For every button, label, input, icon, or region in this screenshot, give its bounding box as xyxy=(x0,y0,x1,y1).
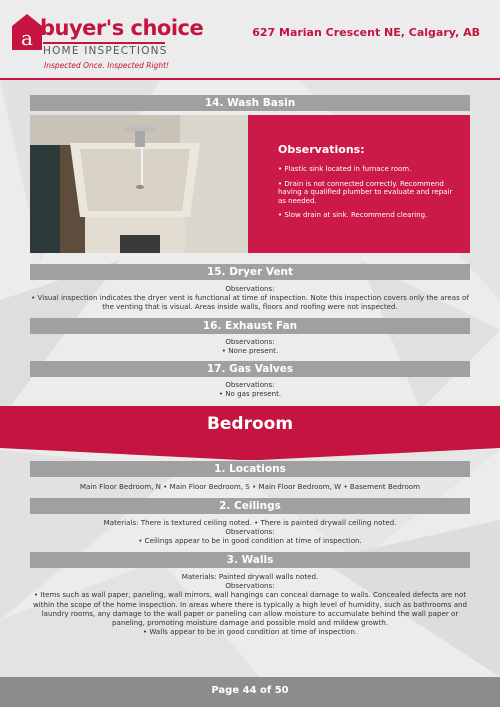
locations-content: Main Floor Bedroom, N • Main Floor Bedroom, S • Main Floor Bedroom, W • Basement Bedroom xyxy=(79,482,421,491)
walls-observation: • Items such as wall paper, paneling, wall mirrors, wall hangings can conceal damage to walls. Concealed defects are not within the scope of the home inspection. In areas where there is typically a high level of humidity, such as bathrooms and laundry rooms, any damage to the wall paper or paneling can allow moisture to accumulate behind the wall paper or paneling, promoting moisture damage and possible mold and mildew growth. xyxy=(32,590,468,628)
logo-subtitle: HOME INSPECTIONS xyxy=(43,45,168,57)
observations-label: Observations: xyxy=(225,284,275,293)
bedroom-heading: Bedroom xyxy=(206,414,294,434)
header-divider xyxy=(0,78,500,80)
logo-house-icon xyxy=(12,14,42,50)
gas-valves-observation: • No gas present. xyxy=(218,389,282,399)
logo-brand-text: buyer's choice xyxy=(40,16,204,40)
observation-item: • Slow drain at sink. Recommend clearing. xyxy=(278,211,428,220)
observations-label: Observations: xyxy=(225,337,275,346)
observation-item: • Drain is not connected correctly. Recommend having a qualified plumber to evaluate and repair as needed. xyxy=(278,179,453,205)
observations-heading: Observations: xyxy=(278,143,365,156)
gas-valves-content xyxy=(30,380,470,398)
property-address: 627 Marian Crescent NE, Calgary, AB xyxy=(252,26,480,39)
page-header xyxy=(0,0,500,78)
observation-item: • Plastic sink located in furnace room. xyxy=(278,165,412,173)
exhaust-fan-content xyxy=(30,337,470,355)
logo-tagline: Inspected Once. Inspected Right! xyxy=(44,61,170,70)
section-bar-dryer-vent: 15. Dryer Vent xyxy=(30,264,470,280)
ceilings-observation: • Ceilings appear to be in good condition at time of inspection. xyxy=(138,536,362,546)
dryer-vent-content xyxy=(30,284,470,312)
observations-label: Observations: xyxy=(225,581,275,591)
ceilings-content xyxy=(30,518,470,546)
walls-observation: • Walls appear to be in good condition at time of inspection. xyxy=(142,627,358,637)
svg-text:a: a xyxy=(21,26,33,50)
section-bar-gas-valves: 17. Gas Valves xyxy=(30,361,470,377)
section-bar-exhaust-fan: 16. Exhaust Fan xyxy=(30,318,470,334)
wash-basin-observations xyxy=(248,115,470,253)
walls-materials: Materials: Painted drywall walls noted. xyxy=(181,572,319,581)
section-bar-wash-basin: 14. Wash Basin xyxy=(30,95,470,111)
walls-content xyxy=(30,572,470,636)
observations-list xyxy=(278,165,460,226)
dryer-vent-observation: • Visual inspection indicates the dryer vent is functional at time of inspection. Note this inspection covers only the areas of the venting that is visual. Areas inside walls, floors and roofing were not inspected. xyxy=(31,293,469,312)
wash-basin-photo xyxy=(30,115,248,253)
section-bar-locations: 1. Locations xyxy=(30,461,470,477)
logo-divider xyxy=(43,42,165,44)
section-bar-walls: 3. Walls xyxy=(30,552,470,568)
observations-label: Observations: xyxy=(225,380,275,389)
observations-label: Observations: xyxy=(225,527,275,537)
exhaust-fan-observation: • None present. xyxy=(221,346,279,356)
section-bar-ceilings: 2. Ceilings xyxy=(30,498,470,514)
page-number: Page 44 of 50 xyxy=(211,685,289,696)
ceilings-materials: Materials: There is textured ceiling noted. • There is painted drywall ceiling noted. xyxy=(103,518,397,527)
